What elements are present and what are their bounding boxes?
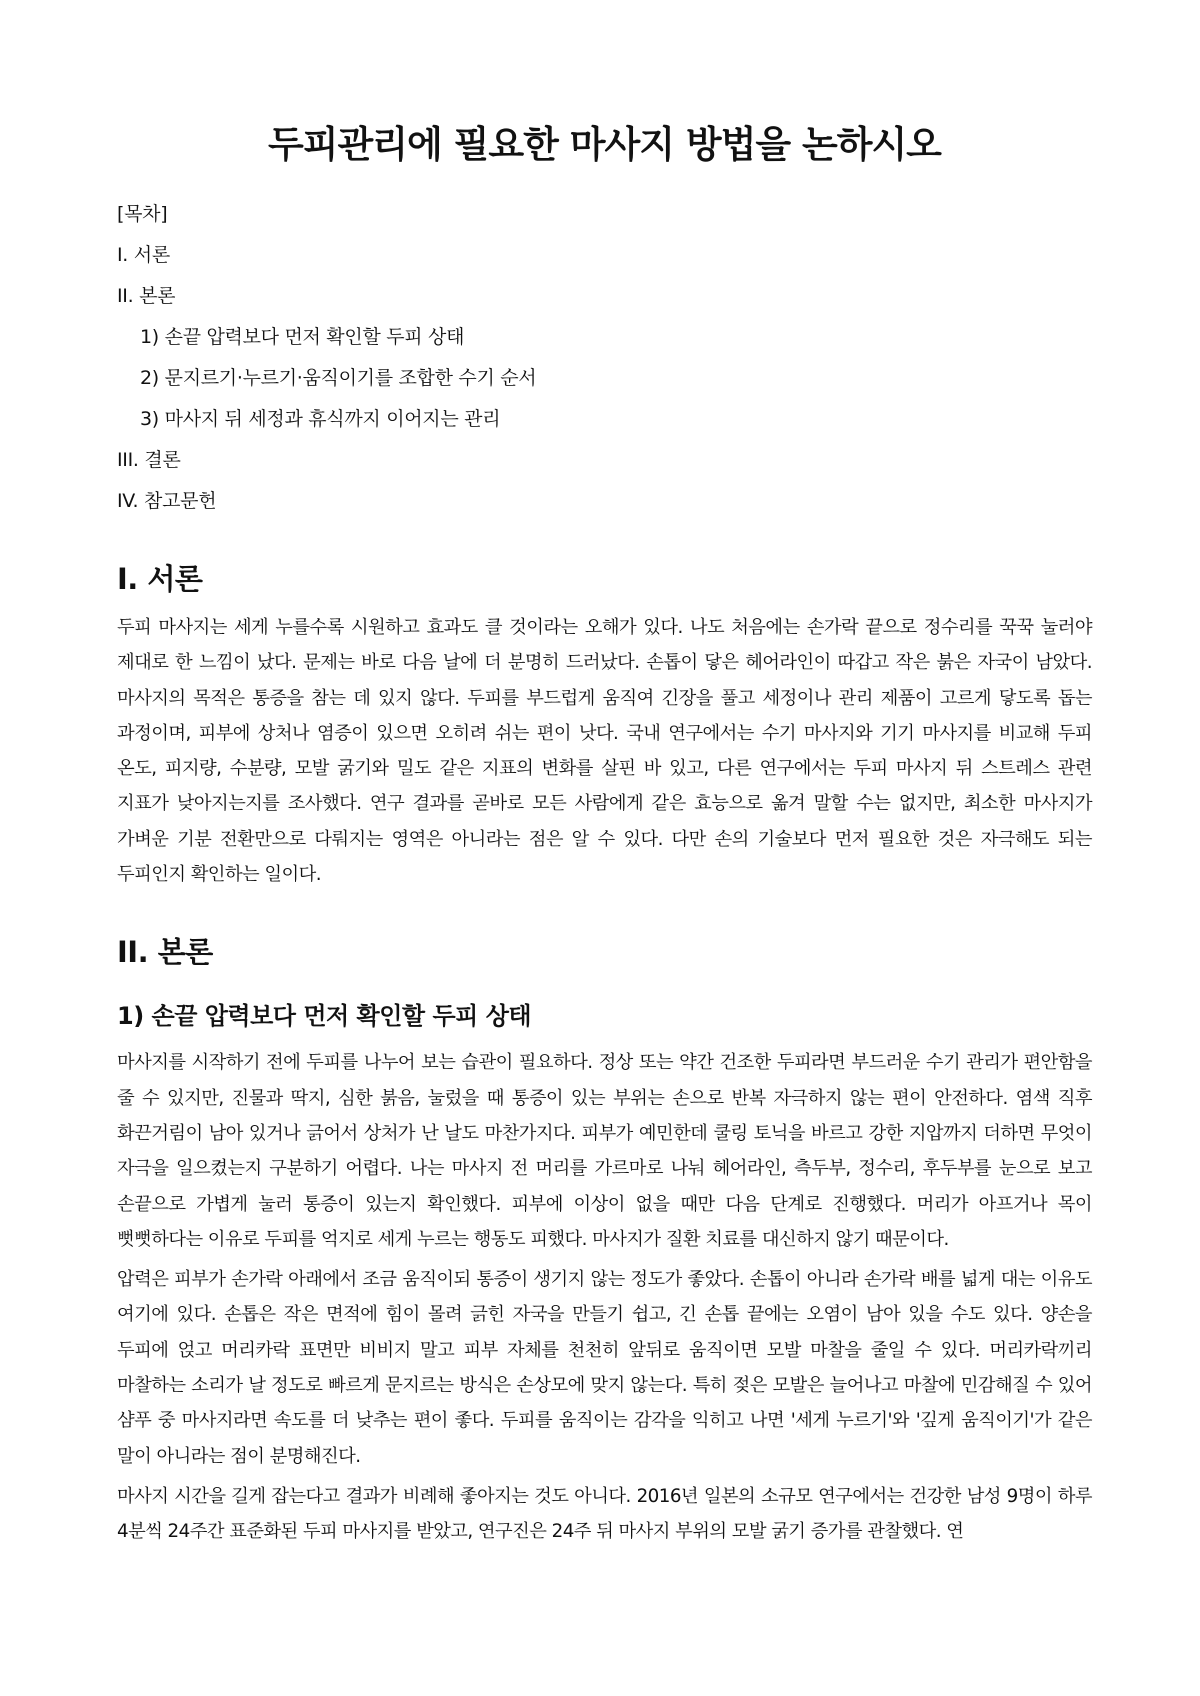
- intro-heading: I. 서론: [117, 562, 203, 596]
- toc-item-conclusion: III. 결론: [117, 449, 181, 471]
- toc-item-body-2: 2) 문지르기·누르기·움직이기를 조합한 수기 순서: [140, 367, 537, 389]
- table-of-contents: [117, 194, 1092, 522]
- toc-item-body: II. 본론: [117, 285, 176, 307]
- subsection-1-paragraph-2: 압력은 피부가 손가락 아래에서 조금 움직이되 통증이 생기지 않는 정도가 좋았다. 손톱이 아니라 손가락 배를 넓게 대는 이유도 여기에 있다. 손톱은 작은 면적에 힘이 몰려 긁힌 자국을 만들기 쉽고, 긴 손톱 끝에는 오염이 남아 있을 수도 있다. 양손을 두피에 얹고 머리카락 표면만 비비지 말고 피부 자체를 천천히 앞뒤로 움직이면 모발 마찰을 줄일 수 있다. 머리카락끼리 마찰하는 소리가 날 정도로 빠르게 문지르는 방식은 손상모에 맞지 않는다. 특히 젖은 모발은 늘어나고 마찰에 민감해질 수 있어 샴푸 중 마사지라면 속도를 더 낮추는 편이 좋다. 두피를 움직이는 감각을 익히고 나면 '세게 누르기'와 '깊게 움직이기'가 같은 말이 아니라는 점이 분명해진다.: [117, 1269, 1092, 1467]
- toc-item-references: IV. 참고문헌: [117, 490, 217, 512]
- toc-heading: [목차]: [117, 203, 168, 225]
- toc-item-body-3: 3) 마사지 뒤 세정과 휴식까지 이어지는 관리: [140, 408, 501, 430]
- toc-item-body-1: 1) 손끝 압력보다 먼저 확인할 두피 상태: [140, 326, 465, 348]
- page-title: 두피관리에 필요한 마사지 방법을 논하시오: [268, 123, 941, 166]
- intro-paragraph: 두피 마사지는 세게 누를수록 시원하고 효과도 클 것이라는 오해가 있다. 나도 처음에는 손가락 끝으로 정수리를 꾹꾹 눌러야 제대로 한 느낌이 났다. 문제는 바로 다음 날에 더 분명히 드러났다. 손톱이 닿은 헤어라인이 따갑고 작은 붉은 자국이 남았다. 마사지의 목적은 통증을 참는 데 있지 않다. 두피를 부드럽게 움직여 긴장을 풀고 세정이나 관리 제품이 고르게 닿도록 돕는 과정이며, 피부에 상처나 염증이 있으면 오히려 쉬는 편이 낫다. 국내 연구에서는 수기 마사지와 기기 마사지를 비교해 두피 온도, 피지량, 수분량, 모발 굵기와 밀도 같은 지표의 변화를 살핀 바 있고, 다른 연구에서는 두피 마사지 뒤 스트레스 관련 지표가 낮아지는지를 조사했다. 연구 결과를 곧바로 모든 사람에게 같은 효능으로 옮겨 말할 수는 없지만, 최소한 마사지가 가벼운 기분 전환만으로 다뤄지는 영역은 아니라는 점은 알 수 있다. 다만 손의 기술보다 먼저 필요한 것은 자극해도 되는 두피인지 확인하는 일이다.: [117, 617, 1092, 886]
- subsection-1-paragraph-3: 마사지 시간을 길게 잡는다고 결과가 비례해 좋아지는 것도 아니다. 2016년 일본의 소규모 연구에서는 건강한 남성 9명이 하루 4분씩 24주간 표준화된 두피 마사지를 받았고, 연구진은 24주 뒤 마사지 부위의 모발 굵기 증가를 관찰했다. 연: [117, 1485, 1092, 1543]
- toc-item-intro: I. 서론: [117, 244, 170, 266]
- subsection-1-heading: 1) 손끝 압력보다 먼저 확인할 두피 상태: [117, 1002, 532, 1031]
- subsection-1-paragraph-1: 마사지를 시작하기 전에 두피를 나누어 보는 습관이 필요하다. 정상 또는 약간 건조한 두피라면 부드러운 수기 관리가 편안함을 줄 수 있지만, 진물과 딱지, 심한 붉음, 눌렀을 때 통증이 있는 부위는 손으로 반복 자극하지 않는 편이 안전하다. 염색 직후 화끈거림이 남아 있거나 긁어서 상처가 난 날도 마찬가지다. 피부가 예민한데 쿨링 토닉을 바르고 강한 지압까지 더하면 무엇이 자극을 일으켰는지 구분하기 어렵다. 나는 마사지 전 머리를 가르마로 나눠 헤어라인, 측두부, 정수리, 후두부를 눈으로 보고 손끝으로 가볍게 눌러 통증이 있는지 확인했다. 피부에 이상이 없을 때만 다음 단계로 진행했다. 머리가 아프거나 목이 뻣뻣하다는 이유로 두피를 억지로 세게 누르는 행동도 피했다. 마사지가 질환 치료를 대신하지 않기 때문이다.: [117, 1052, 1092, 1250]
- body-heading: II. 본론: [117, 935, 213, 970]
